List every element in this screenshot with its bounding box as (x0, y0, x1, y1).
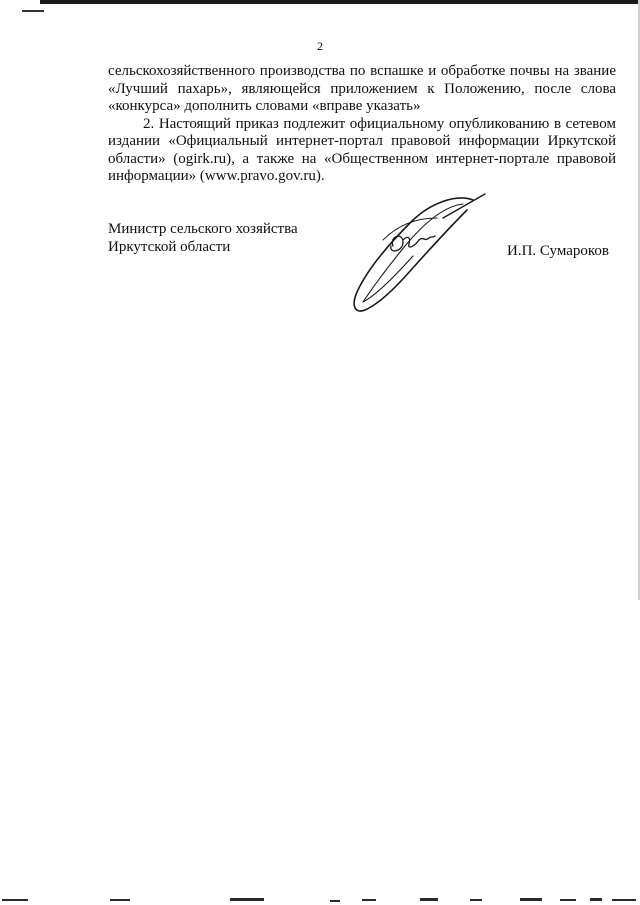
scan-bottom-dash (590, 898, 602, 901)
scan-bottom-dash (110, 899, 130, 901)
scan-bottom-dash (560, 899, 576, 901)
signer-title-line-2: Иркутской области (108, 239, 231, 255)
handwritten-signature-icon (345, 192, 490, 317)
scan-bottom-dash (362, 899, 376, 901)
scan-bottom-dash (612, 899, 636, 901)
scan-bottom-dash (420, 898, 438, 901)
scan-top-mark (22, 10, 44, 12)
scan-bottom-dash (470, 899, 482, 901)
signature-letters-stroke (391, 236, 435, 251)
scan-top-artifact (0, 0, 640, 14)
paragraph-continuation: сельскохозяйственного производства по вспашке и обработке почвы на звание «Лучший пахарь», являющейся приложением к Положению, после слова «конкурса» дополнить словами «вправе указать» (108, 63, 616, 114)
page-number: 2 (317, 39, 323, 53)
scan-bottom-dash (520, 898, 542, 901)
scan-bottom-dash (330, 900, 340, 902)
scan-top-bar (40, 0, 640, 4)
scan-bottom-dash (230, 898, 264, 901)
signer-title-line-1: Министр сельского хозяйства (108, 221, 298, 237)
signature-inner-loop-stroke (363, 204, 463, 302)
signature-loop-stroke (354, 198, 473, 311)
scan-bottom-dash (2, 899, 28, 901)
document-body (108, 63, 616, 186)
signer-name: И.П. Сумароков (507, 243, 610, 259)
paragraph-item-2: 2. Настоящий приказ подлежит официальному опубликованию в сетевом издании «Официальный интернет-портал правовой информации Иркутской области» (ogirk.ru), а также на «Общественном интернет-портале правовой информации» (www.pravo.gov.ru). (108, 115, 616, 184)
scan-bottom-artifact (0, 896, 640, 905)
